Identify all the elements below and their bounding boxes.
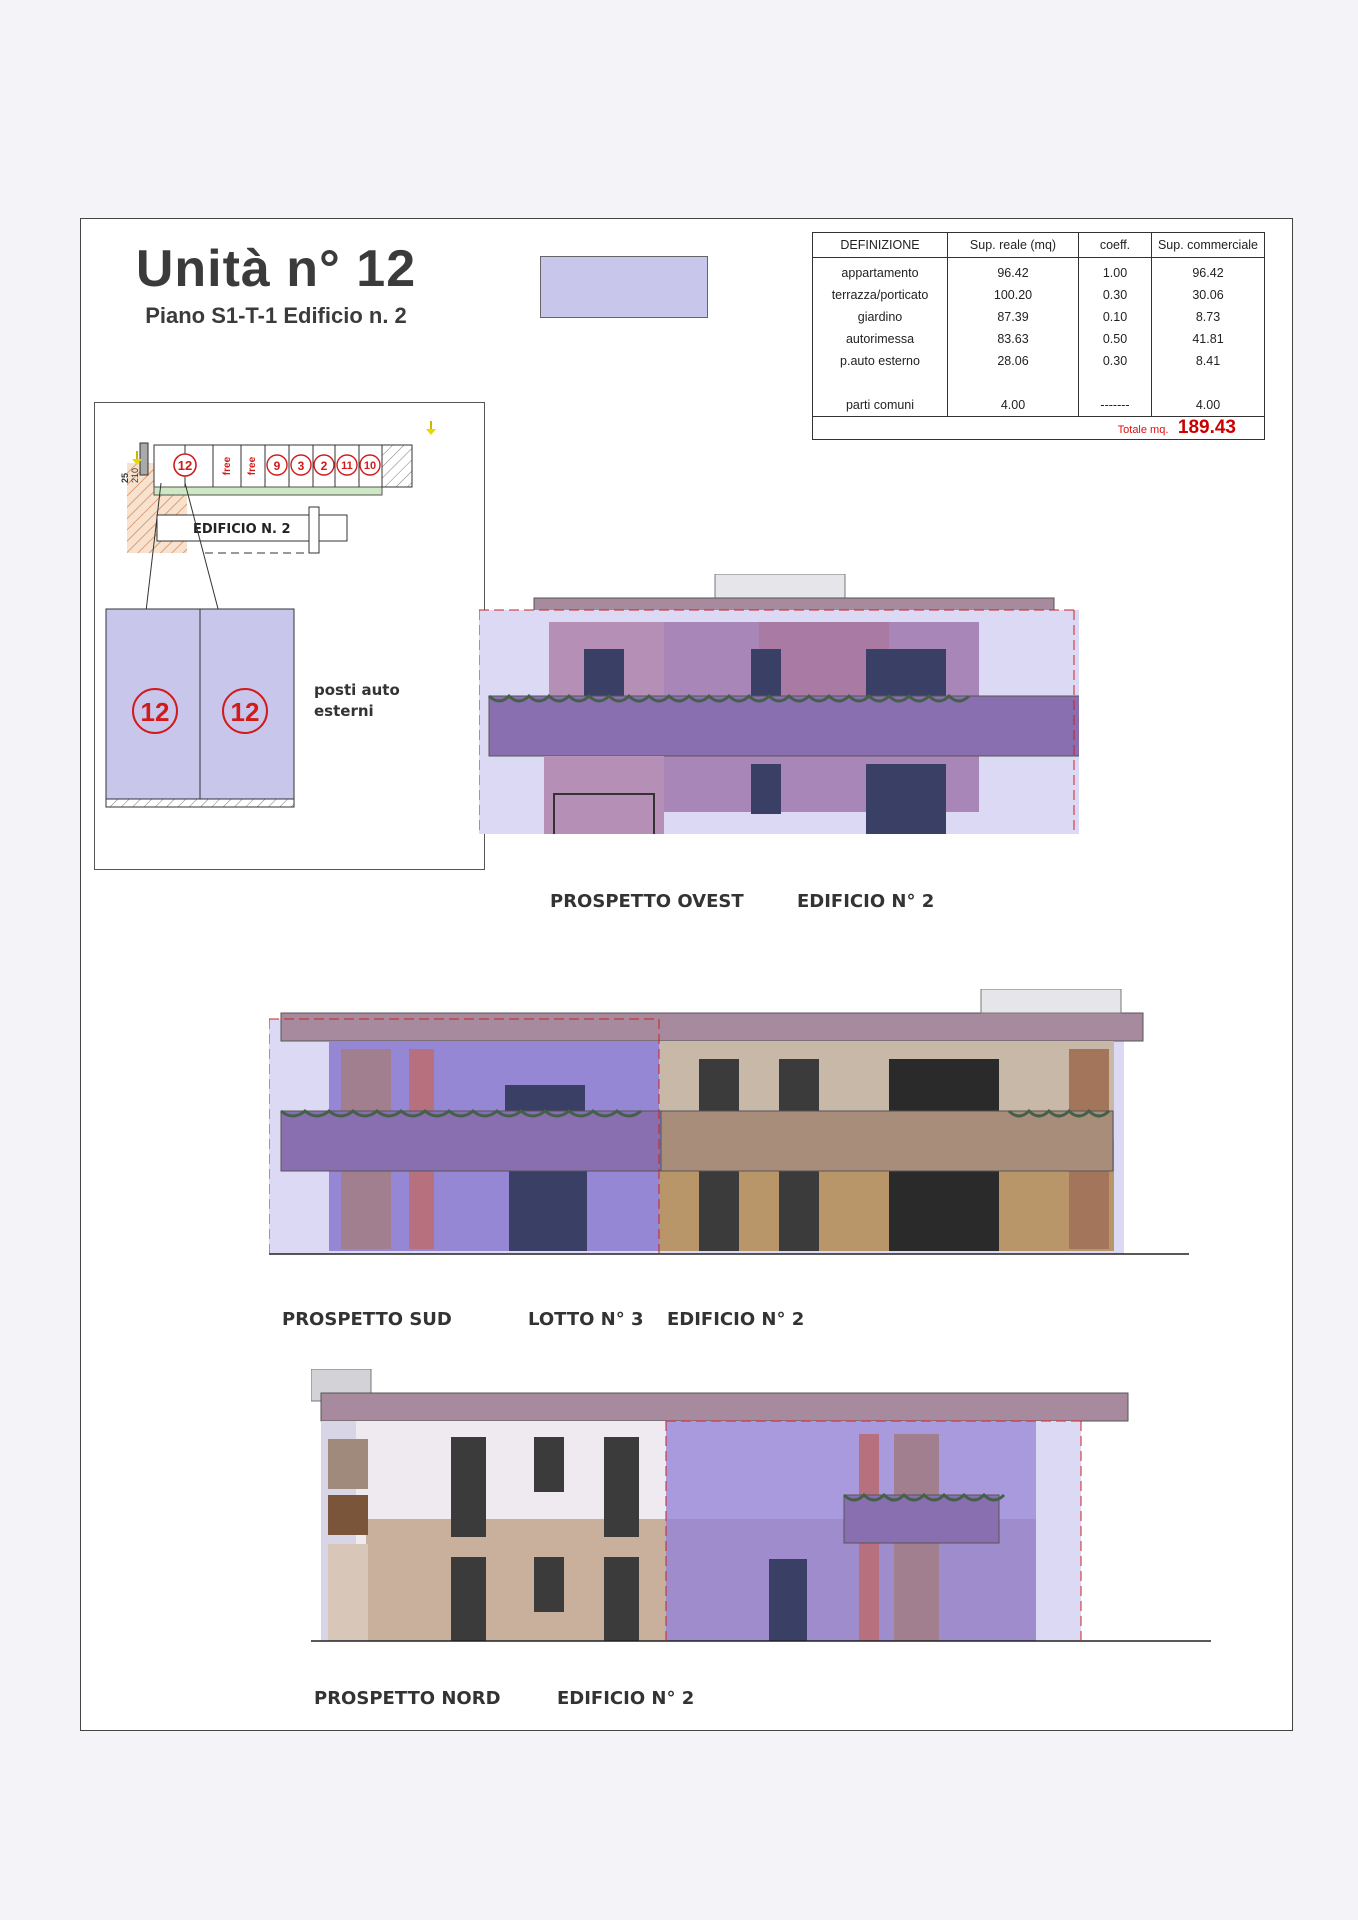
svg-text:3: 3: [297, 459, 305, 473]
garage-2: [314, 455, 334, 475]
cell: 41.81: [1192, 332, 1224, 346]
area-table: [812, 232, 1265, 440]
cell: [1079, 372, 1151, 394]
cell: [948, 372, 1078, 394]
site-plan-drawing: [95, 403, 484, 869]
north-building-label: EDIFICIO N° 2: [557, 1688, 695, 1709]
garage-10: [360, 455, 380, 475]
cell: 87.39: [997, 310, 1029, 324]
cell: -------: [1100, 398, 1130, 412]
svg-text:12: 12: [140, 697, 170, 727]
cell: 96.42: [997, 266, 1029, 280]
cell: 8.41: [1195, 354, 1221, 368]
cell: 0.30: [1102, 354, 1128, 368]
west-elevation: [479, 574, 1079, 839]
cell: 0.10: [1102, 310, 1128, 324]
garage-11: [337, 455, 357, 475]
cell: [1152, 372, 1264, 394]
area-table-header: [813, 233, 1265, 258]
cell: 83.63: [997, 332, 1029, 346]
header-sup-reale: Sup. reale (mq): [948, 233, 1079, 258]
svg-text:9: 9: [273, 459, 281, 473]
unit-title-block: [81, 239, 471, 329]
header-definizione: DEFINIZIONE: [813, 233, 948, 258]
cell: 0.30: [1102, 288, 1128, 302]
area-table-body: [813, 258, 1265, 417]
kerb-hatch: [106, 799, 294, 807]
south-building-label: EDIFICIO N° 2: [667, 1309, 805, 1330]
cell: 96.42: [1192, 266, 1224, 280]
garage-free-1: free: [222, 456, 233, 476]
cell: 4.00: [1195, 398, 1221, 412]
cell: parti comuni: [845, 398, 915, 412]
dimension-25: 25: [120, 472, 130, 483]
svg-text:11: 11: [341, 460, 353, 472]
cell: 4.00: [1000, 398, 1026, 412]
unit-title: Unità n° 12: [135, 240, 417, 298]
north-elevation: [311, 1369, 1211, 1674]
cell: [813, 372, 947, 394]
total-label: Totale mq.: [1117, 424, 1169, 436]
svg-text:12: 12: [177, 458, 193, 473]
unit-subtitle: Piano S1-T-1 Edificio n. 2: [145, 303, 407, 328]
west-building-label: EDIFICIO N° 2: [797, 891, 935, 912]
dimension-210: 210: [130, 467, 140, 483]
garage-9: [267, 455, 287, 475]
south-elevation: [269, 989, 1189, 1294]
coeff-column: [1079, 258, 1152, 417]
south-elevation-label: PROSPETTO SUD: [282, 1309, 452, 1330]
drawing-sheet: [80, 218, 1293, 1731]
west-elevation-label: PROSPETTO OVEST: [550, 891, 744, 912]
cell: 100.20: [993, 288, 1033, 302]
header-coeff: coeff.: [1079, 233, 1152, 258]
site-plan: [94, 402, 485, 870]
total-value: 189.43: [1177, 417, 1236, 438]
parking-caption-1: posti auto: [314, 681, 400, 699]
sup-reale-column: [948, 258, 1079, 417]
garage-free-2: free: [247, 456, 258, 476]
south-lot-label: LOTTO N° 3: [528, 1309, 644, 1330]
cell: 8.73: [1195, 310, 1221, 324]
cell: p.auto esterno: [840, 354, 920, 368]
cell: 30.06: [1192, 288, 1224, 302]
header-sup-commerciale: Sup. commerciale: [1152, 233, 1265, 258]
svg-text:10: 10: [363, 460, 377, 472]
total-cell: [813, 417, 1265, 440]
cell: autorimessa: [845, 332, 915, 346]
cell: 0.50: [1102, 332, 1128, 346]
cell: appartamento: [841, 266, 919, 280]
garage-12: [174, 454, 196, 476]
parking-caption-2: esterni: [314, 702, 374, 720]
north-elevation-label: PROSPETTO NORD: [314, 1688, 501, 1709]
unit-color-legend: [540, 256, 708, 318]
sup-commerciale-column: [1152, 258, 1265, 417]
svg-text:12: 12: [230, 697, 260, 727]
building-label: EDIFICIO N. 2: [193, 522, 291, 537]
cell: giardino: [857, 310, 903, 324]
area-table-total-row: [813, 417, 1265, 440]
cell: 1.00: [1102, 266, 1128, 280]
definitions-column: [813, 258, 948, 417]
garage-3: [291, 455, 311, 475]
cell: terrazza/porticato: [831, 288, 929, 302]
cell: 28.06: [997, 354, 1029, 368]
svg-text:2: 2: [320, 459, 328, 473]
